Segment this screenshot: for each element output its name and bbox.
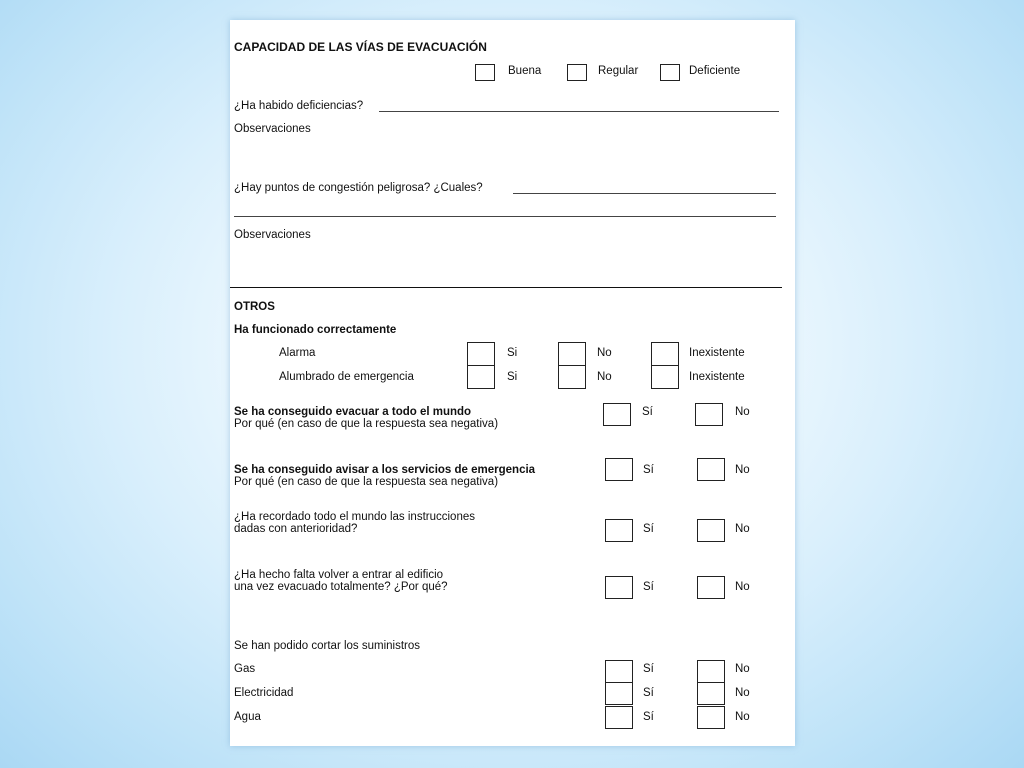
label-deficiente: Deficiente [689,65,741,77]
checkbox-electricidad-si[interactable] [605,682,633,705]
label-electricidad-no: No [735,687,750,699]
label-alarma-inexistente: Inexistente [689,347,745,359]
label-alumbrado: Alumbrado de emergencia [279,371,414,383]
label-regular: Regular [598,65,639,77]
question-evacuar: Se ha conseguido evacuar a todo el mundo [234,406,472,418]
answer-line-congestion-2[interactable] [234,216,776,217]
label-alumbrado-si: Si [507,371,518,383]
checkbox-alarma-inexistente[interactable] [651,342,679,366]
heading-suministros: Se han podido cortar los suministros [234,640,421,652]
checkbox-gas-no[interactable] [697,660,725,683]
checkbox-deficiente[interactable] [660,64,680,81]
label-alarma-no: No [597,347,612,359]
heading-funcionado: Ha funcionado correctamente [234,324,397,336]
checkbox-entrar-no[interactable] [697,576,725,599]
label-alarma: Alarma [279,347,316,359]
label-electricidad-si: Sí [643,687,654,699]
label-agua-no: No [735,711,750,723]
checkbox-gas-si[interactable] [605,660,633,683]
question-entrar-line1: ¿Ha hecho falta volver a entrar al edificio [234,569,444,581]
question-deficiencias: ¿Ha habido deficiencias? [234,100,364,112]
label-gas-si: Sí [643,663,654,675]
question-recordado-line1: ¿Ha recordado todo el mundo las instrucciones [234,511,475,523]
label-gas: Gas [234,663,256,675]
label-observaciones-1: Observaciones [234,123,311,135]
label-entrar-si: Sí [643,581,654,593]
label-recordado-no: No [735,523,750,535]
checkbox-regular[interactable] [567,64,587,81]
label-observaciones-2: Observaciones [234,229,311,241]
label-evacuar-si: Sí [642,406,653,418]
label-alumbrado-no: No [597,371,612,383]
checkbox-agua-si[interactable] [605,706,633,729]
checkbox-avisar-si[interactable] [605,458,633,481]
label-agua: Agua [234,711,261,723]
question-avisar-sub: Por qué (en caso de que la respuesta sea negativa) [234,476,499,488]
checkbox-alarma-no[interactable] [558,342,586,366]
checkbox-alumbrado-inexistente[interactable] [651,365,679,389]
label-alumbrado-inexistente: Inexistente [689,371,745,383]
checkbox-evacuar-no[interactable] [695,403,723,426]
label-alarma-si: Si [507,347,518,359]
checkbox-electricidad-no[interactable] [697,682,725,705]
checkbox-avisar-no[interactable] [697,458,725,481]
label-entrar-no: No [735,581,750,593]
question-congestion: ¿Hay puntos de congestión peligrosa? ¿Cuales? [234,182,483,194]
label-gas-no: No [735,663,750,675]
checkbox-buena[interactable] [475,64,495,81]
label-agua-si: Sí [643,711,654,723]
checkbox-alarma-si[interactable] [467,342,495,366]
checkbox-recordado-no[interactable] [697,519,725,542]
question-entrar-line2: una vez evacuado totalmente? ¿Por qué? [234,581,448,593]
label-evacuar-no: No [735,406,750,418]
question-recordado-line2: dadas con anterioridad? [234,523,358,535]
form-sheet [230,20,795,746]
label-recordado-si: Sí [643,523,654,535]
checkbox-recordado-si[interactable] [605,519,633,542]
section-divider [230,287,782,288]
label-avisar-si: Sí [643,464,654,476]
checkbox-agua-no[interactable] [697,706,725,729]
checkbox-entrar-si[interactable] [605,576,633,599]
label-buena: Buena [508,65,542,77]
checkbox-alumbrado-no[interactable] [558,365,586,389]
section-title-capacidad: CAPACIDAD DE LAS VÍAS DE EVACUACIÓN [234,40,487,54]
checkbox-alumbrado-si[interactable] [467,365,495,389]
checkbox-evacuar-si[interactable] [603,403,631,426]
answer-line-congestion[interactable] [513,193,776,194]
answer-line-deficiencias[interactable] [379,111,779,112]
label-electricidad: Electricidad [234,687,294,699]
label-avisar-no: No [735,464,750,476]
question-evacuar-sub: Por qué (en caso de que la respuesta sea negativa) [234,418,499,430]
section-title-otros: OTROS [234,301,275,313]
question-avisar: Se ha conseguido avisar a los servicios de emergencia [234,464,536,476]
